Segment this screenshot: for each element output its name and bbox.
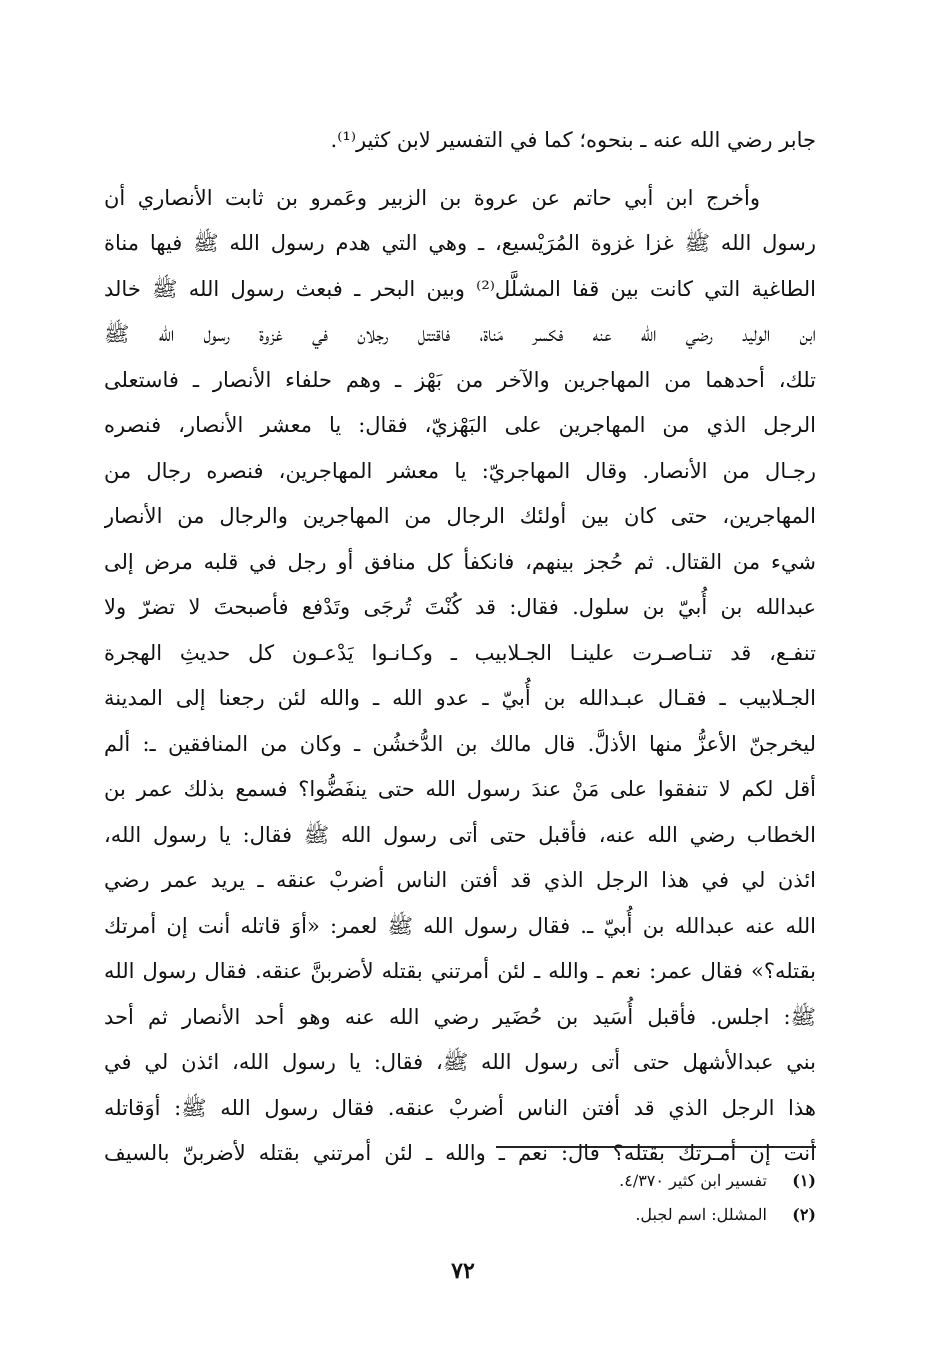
text-line-11: عبدالله بن أُبيّ بن سلول. فقال: قد كُنْتَ تُرجَى وتَدْفع فأصبحتَ لا تضرّ ولا	[104, 595, 816, 619]
text-line-1: جابر رضي الله عنه ـ بنحوه؛ كما في التفسير لابن كثير⁽¹⁾.	[330, 128, 816, 152]
text-line-9: المهاجرين، حتى كان بين أولئك الرجال من المهاجرين والرجال من الأنصار	[104, 504, 816, 528]
text-line-6: تلك، أحدهما من المهاجرين والآخر من بَهْز ـ وهم حلفاء الأنصار ـ فاستعلى	[104, 367, 816, 392]
page-number: ٧٢	[451, 1258, 475, 1284]
text-line-21: بني عبدالأشهل حتى أتى رسول الله ﷺ، فقال: يا رسول الله، ائذن لي في	[104, 1050, 816, 1074]
footnote-1	[296, 1164, 816, 1198]
footnote-separator	[496, 1146, 816, 1148]
text-line-16: الخطاب رضي الله عنه، فأقبل حتى أتى رسول الله ﷺ فقال: يا رسول الله،	[104, 822, 816, 847]
text-line-22: هذا الرجل الذي قد أفتن الناس أضربْ عنقه. فقال رسول الله ﷺ: أوَقاتله	[104, 1095, 816, 1120]
text-line-14: ليخرجنّ الأعزُّ منها الأذلَّ. قال مالك بن الدُّخشُن ـ وكان من المنافقين ـ: ألم	[104, 731, 816, 756]
text-line-19: بقتله؟» فقال عمر: نعم ـ والله ـ لئن أمرتني بقتله لأضربنَّ عنقه. فقال رسول الله	[104, 959, 816, 983]
text-line-13: الجـلابيب ـ فقـال عبـدالله بن أُبيّ ـ عدو الله ـ والله لئن رجعنا إلى المدينة	[104, 686, 816, 710]
footnotes	[296, 1164, 816, 1232]
text-line-3: رسول الله ﷺ غزا غزوة المُرَيْسيع، ـ وهي التي هدم رسول الله ﷺ فيها مناة	[104, 231, 816, 255]
main-text	[104, 118, 816, 1177]
footnote-number: (١)	[792, 1171, 816, 1190]
text-line-4: الطاغية التي كانت بين قفا المشلَّل⁽²⁾ وبين البحر ـ فبعث رسول الله ﷺ خالد	[104, 276, 816, 301]
text-line-20: ﷺ: اجلس. فأقبل أُسَيد بن حُضَير رضي الله عنه وهو أحد الأنصار ثم أحد	[104, 1004, 816, 1029]
text-line-17: ائذن لي في هذا الرجل الذي قد أفتن الناس أضربْ عنقه ـ يريد عمر رضي	[104, 868, 816, 892]
text-line-7: الرجل الذي من المهاجرين على البَهْزيّ، فقال: يا معشر الأنصار، فنصره	[104, 413, 816, 437]
text-line-2: وأخرج ابن أبي حاتم عن عروة بن الزبير وعَمرو بن ثابت الأنصاري أن	[104, 185, 760, 210]
footnote-text: المشلل: اسم لجبل.	[635, 1205, 767, 1224]
text-line-18: الله عنه عبدالله بن أُبيّ ـ. فقال رسول الله ﷺ لعمر: «أوَ قاتله أنت إن أمرتك	[104, 913, 816, 938]
text-line-15: أقل لكم لا تنفقوا على مَنْ عندَ رسول الله حتى ينفَضُّوا؟ فسمع بذلك عمر بن	[104, 777, 816, 801]
text-line-5: ابن الوليد رضي الله عنه فكسر مَناة، فاقتتل رجلان في غزوة رسول الله ﷺ	[104, 322, 816, 346]
footnote-number: (٢)	[792, 1205, 816, 1224]
text-line-10: شيء من القتال. ثم حُجز بينهم، فانكفأ كل منافق أو رجل في قلبه مرض إلى	[104, 549, 816, 574]
text-line-23: أنت إن أمـرتك بقتله؟ قال: نعم ـ والله ـ لئن أمرتني بقتله لأضربنّ بالسيف	[104, 1141, 816, 1165]
text-line-8: رجـال من الأنصار. وقال المهاجريّ: يا معشر المهاجرين، فنصره رجال من	[104, 458, 816, 483]
footnote-text: تفسير ابن كثير ٤/٣٧٠.	[619, 1171, 767, 1190]
footnote-2	[296, 1198, 816, 1232]
text-line-12: تنفـع، قد تنـاصـرت علينـا الجـلابيب ـ وكـانـوا يَدْعـون كل حديثِ الهجرة	[104, 640, 816, 665]
